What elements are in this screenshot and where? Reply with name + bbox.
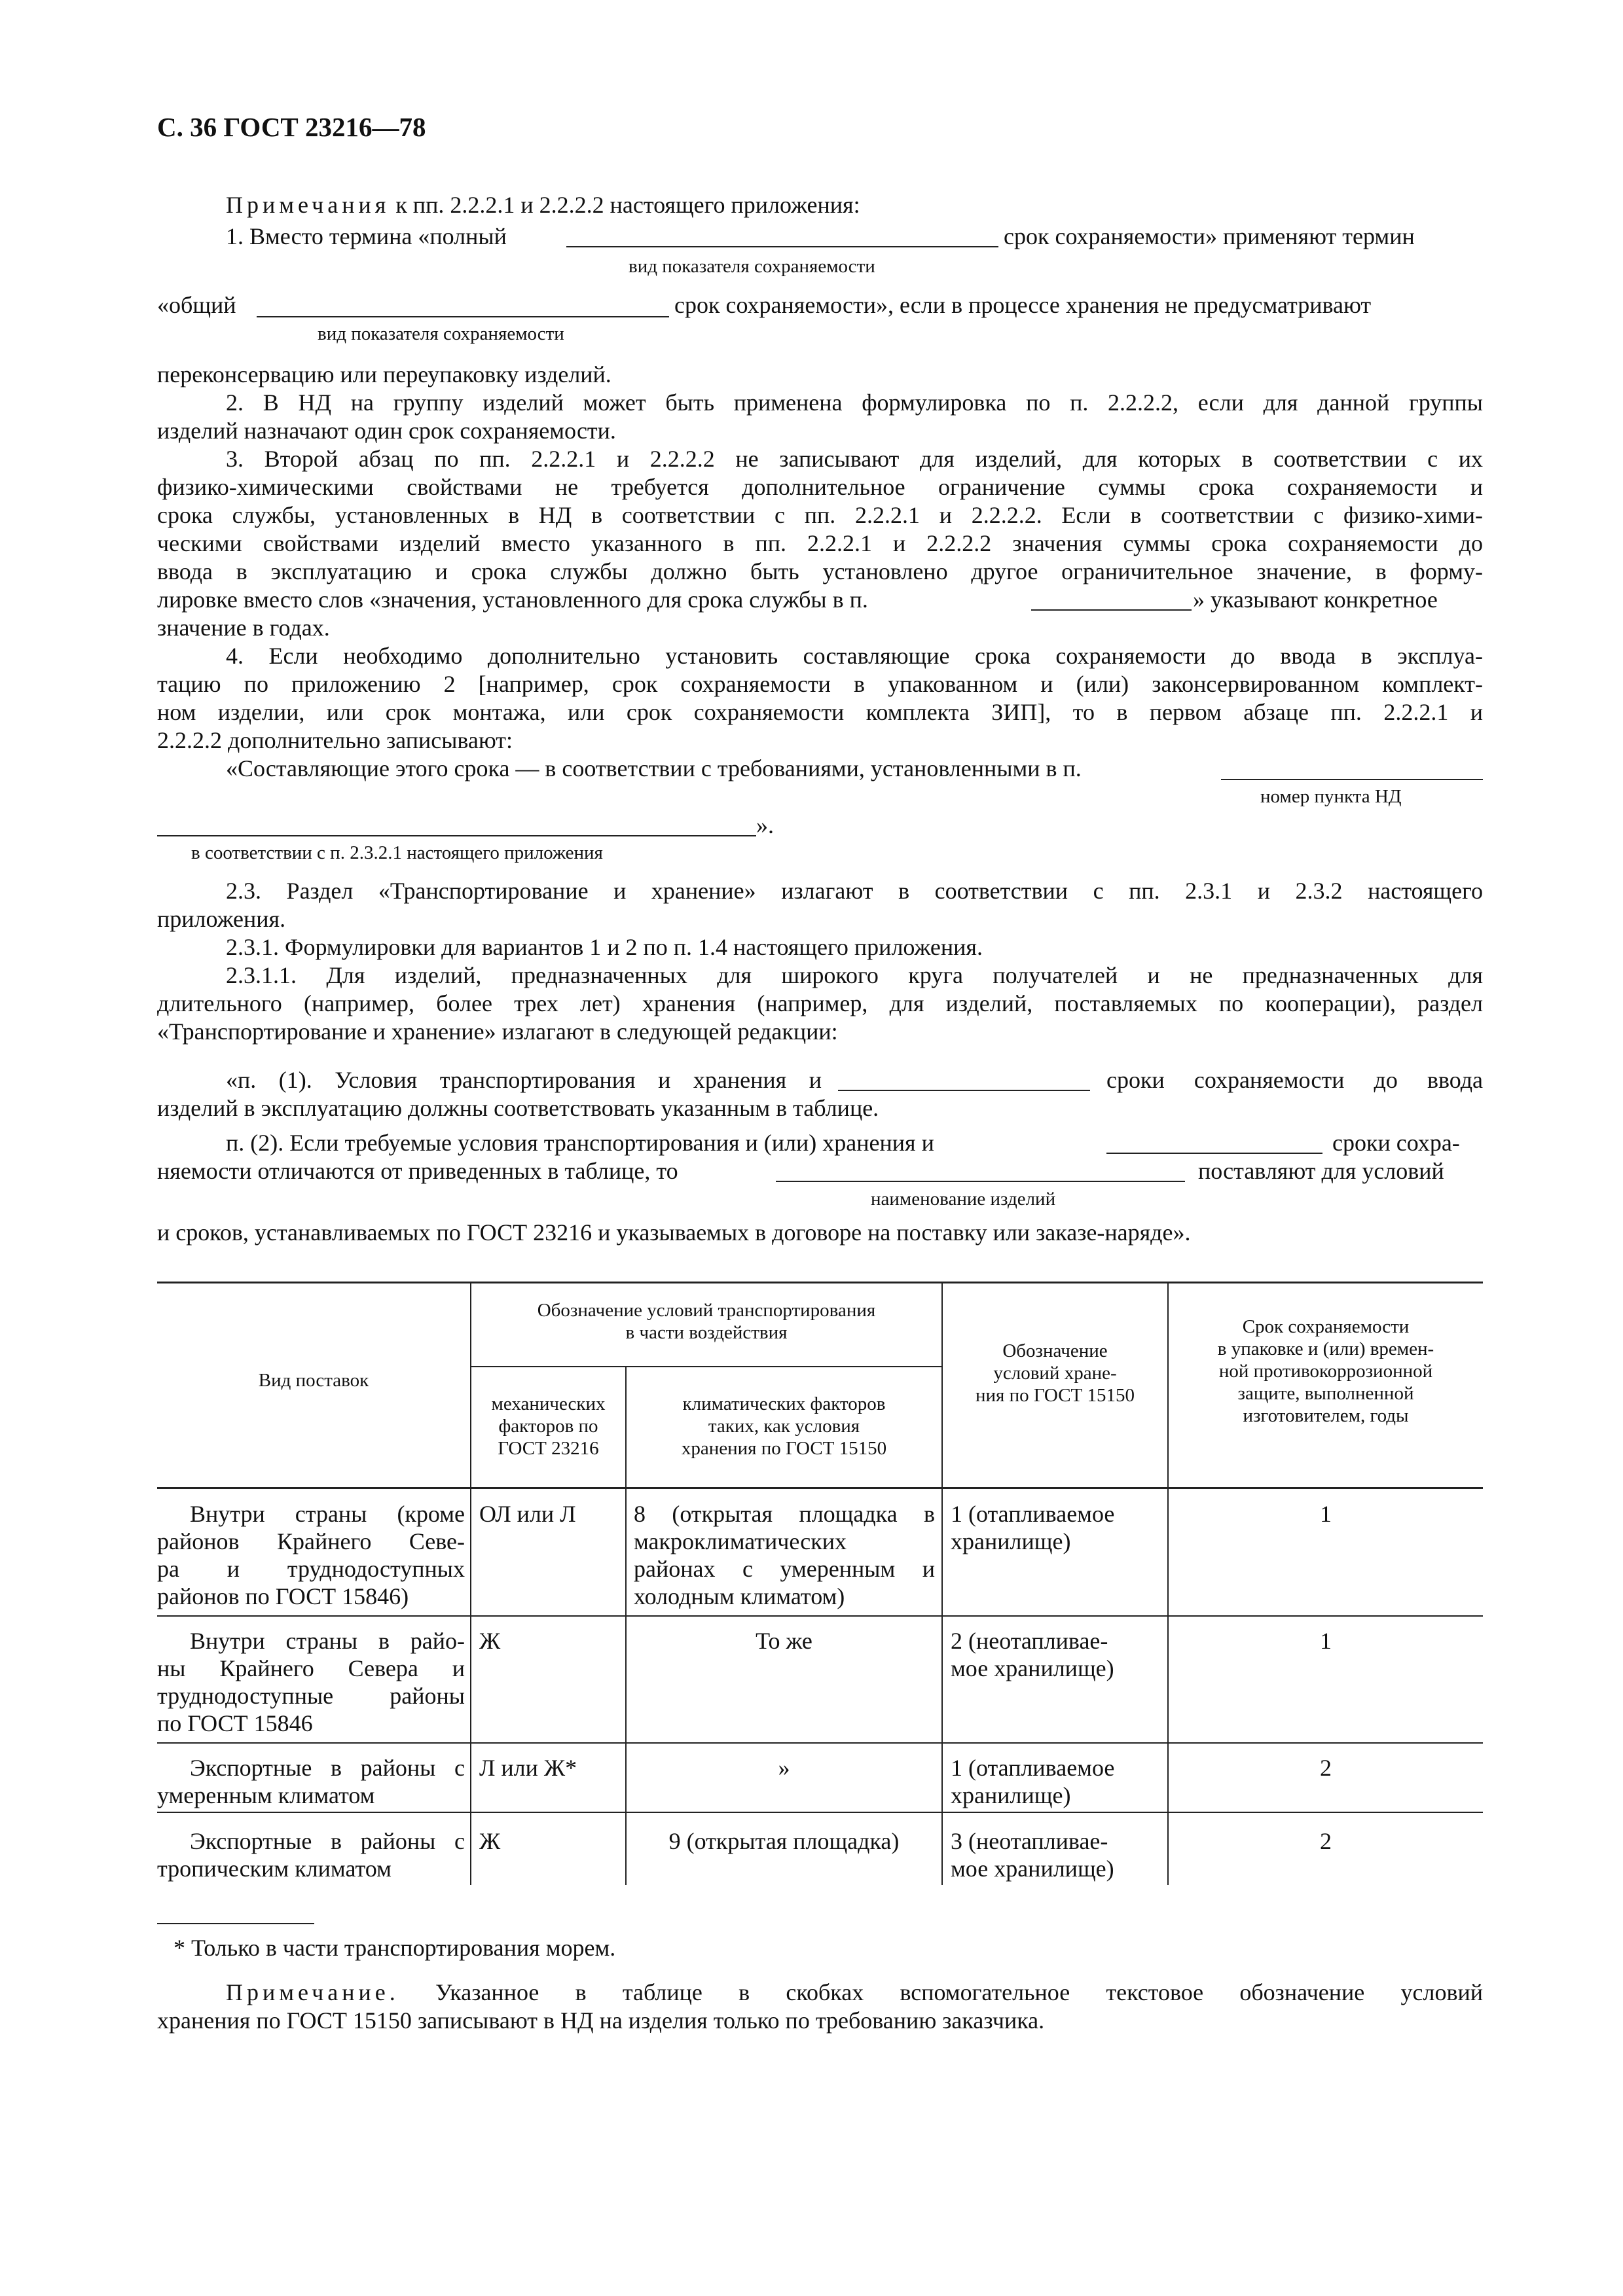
note-1b-text: «общий bbox=[157, 292, 236, 318]
blank-line bbox=[1031, 609, 1192, 611]
cell-text-line: макроклиматических bbox=[634, 1528, 847, 1554]
section-2-3-1: 2.3.1. Формулировки для вариантов 1 и 2 по п. 1.4 настоящего приложения. bbox=[226, 934, 983, 960]
note-3-line-6: лировке вместо слов «значения, установленного для срока службы в п. bbox=[157, 586, 868, 613]
table-column-divider bbox=[470, 1282, 471, 1885]
cell-supply bbox=[157, 1754, 465, 1809]
cell-text-line: 2 (неотапливае- bbox=[951, 1628, 1108, 1654]
cell-text-line: мое хранилище) bbox=[951, 1655, 1114, 1681]
cell-text-line: Экспортные в районы с bbox=[190, 1828, 465, 1854]
header-mechanical bbox=[471, 1393, 625, 1460]
footnote-separator bbox=[157, 1923, 314, 1924]
blank-line bbox=[157, 835, 756, 836]
cell-text-line: Экспортные в районы с bbox=[190, 1755, 465, 1781]
cell-shelf-life: 2 bbox=[1320, 1828, 1332, 1854]
cell-shelf-life: 1 bbox=[1320, 1628, 1332, 1654]
table-header-divider bbox=[470, 1366, 941, 1367]
note-4-line-2: тацию по приложению 2 [например, срок сохраняемости в упакованном и (или) законсервированном комплект- bbox=[157, 671, 1483, 697]
header-text-line: ния по ГОСТ 15150 bbox=[975, 1385, 1135, 1406]
paragraph-2-line-3: и сроков, устанавливаемых по ГОСТ 23216 и указываемых в договоре на поставку или заказе-наряде». bbox=[157, 1219, 1191, 1246]
notes-intro-rest: к пп. 2.2.2.1 и 2.2.2.2 настоящего приложения: bbox=[390, 192, 860, 218]
header-shelf-life bbox=[1169, 1316, 1483, 1427]
cell-mechanical: Л или Ж* bbox=[479, 1755, 577, 1781]
header-text-line: таких, как условия bbox=[708, 1416, 860, 1437]
note-3-line-1: 3. Второй абзац по пп. 2.2.2.1 и 2.2.2.2 не записывают для изделий, для которых в соответствии с их bbox=[226, 446, 1483, 472]
paragraph-1-start: «п. (1). Условия транспортирования и хранения и bbox=[226, 1067, 822, 1093]
cell-supply bbox=[157, 1500, 465, 1610]
header-text-line: ной противокоррозионной bbox=[1218, 1361, 1433, 1382]
table-top-border bbox=[157, 1282, 1483, 1283]
note-3-line-2: физико-химическими свойствами не требуется дополнительное ограничение суммы срока сохраняемости и bbox=[157, 474, 1483, 500]
cell-mechanical: Ж bbox=[479, 1628, 501, 1654]
cell-text-line: тропическим климатом bbox=[157, 1856, 392, 1882]
note-4-caption-left: в соответствии с п. 2.3.2.1 настоящего приложения bbox=[191, 842, 603, 863]
final-note-label: Примечание. bbox=[226, 1979, 399, 2005]
note-1-text: 1. Вместо термина «полный bbox=[226, 223, 507, 249]
cell-shelf-life: 1 bbox=[1320, 1501, 1332, 1527]
cell-text-line: 3 (неотапливае- bbox=[951, 1828, 1108, 1854]
cell-text-line: умеренным климатом bbox=[157, 1782, 375, 1808]
cell-storage bbox=[951, 1754, 1163, 1809]
note-4-line-1: 4. Если необходимо дополнительно установить составляющие срока сохраняемости до ввода в эксплуа- bbox=[226, 643, 1483, 669]
note-1b-caption: вид показателя сохраняемости bbox=[318, 323, 564, 344]
paragraph-1-line-2: изделий в эксплуатацию должны соответствовать указанным в таблице. bbox=[157, 1095, 879, 1121]
section-2-3-line-2: приложения. bbox=[157, 906, 286, 932]
note-3-line-6-end: » указывают конкретное bbox=[1193, 586, 1438, 613]
table-row-divider bbox=[157, 1812, 1483, 1813]
note-3-line-3: срока службы, установленных в НД в соответствии с пп. 2.2.2.1 и 2.2.2.2. Если в соответствии с физико-хими- bbox=[157, 502, 1483, 528]
paragraph-2-end: сроки сохра- bbox=[1332, 1130, 1460, 1156]
paragraph-2-line-2-end: поставляют для условий bbox=[1198, 1158, 1444, 1184]
section-2-3-1-1-line-1: 2.3.1.1. Для изделий, предназначенных для широкого круга получателей и не предназначенных для bbox=[226, 962, 1483, 988]
table-row-divider bbox=[157, 1742, 1483, 1744]
note-2-line-1: 2. В НД на группу изделий может быть применена формулировка по п. 2.2.2.2, если для данной группы bbox=[226, 389, 1483, 416]
header-supply-type: Вид поставок bbox=[258, 1370, 369, 1391]
final-note-line-2: хранения по ГОСТ 15150 записывают в НД на изделия только по требованию заказчика. bbox=[157, 2007, 1045, 2034]
blank-line bbox=[838, 1090, 1090, 1091]
section-2-3-1-1-line-3: «Транспортирование и хранение» излагают в следующей редакции: bbox=[157, 1018, 838, 1045]
footnote: * Только в части транспортирования морем. bbox=[173, 1935, 616, 1961]
cell-text-line: по ГОСТ 15846 bbox=[157, 1710, 313, 1736]
section-2-3-line-1: 2.3. Раздел «Транспортирование и хранение» излагают в соответствии с пп. 2.3.1 и 2.3.2 настоящего bbox=[226, 878, 1483, 904]
blank-line bbox=[1106, 1153, 1322, 1154]
final-note-line-1 bbox=[226, 1979, 1483, 2007]
cell-text-line: 1 (отапливаемое bbox=[951, 1501, 1115, 1527]
cell-mechanical: Ж bbox=[479, 1828, 501, 1854]
section-2-3-1-1-line-2: длительного (например, более трех лет) хранения (например, для изделий, поставляемых по кооперации), раздел bbox=[157, 990, 1483, 1016]
cell-climatic: » bbox=[778, 1755, 790, 1781]
table-row-divider bbox=[157, 1615, 1483, 1617]
blank-line bbox=[1221, 779, 1483, 780]
cell-text-line: 1 (отапливаемое bbox=[951, 1755, 1115, 1781]
header-text-line: климатических факторов bbox=[682, 1393, 886, 1414]
header-climatic bbox=[627, 1393, 941, 1460]
note-3-line-5: ввода в эксплуатацию и срока службы должно быть установлено другое ограничительное значение, в форму- bbox=[157, 558, 1483, 584]
header-text-line: ГОСТ 23216 bbox=[498, 1438, 599, 1459]
note-2-line-2: изделий назначают один срок сохраняемости. bbox=[157, 418, 616, 444]
cell-text-line: труднодоступные районы bbox=[157, 1683, 465, 1709]
header-transport-group bbox=[471, 1299, 941, 1344]
header-text-line: факторов по bbox=[498, 1416, 598, 1437]
header-text-line: механических bbox=[491, 1393, 606, 1414]
note-4-caption-right: номер пункта НД bbox=[1260, 786, 1402, 807]
cell-text-line: районах с умеренным и bbox=[634, 1556, 935, 1582]
note-1c-text: переконсервацию или переупаковку изделий. bbox=[157, 361, 611, 387]
cell-text-line: 8 (открытая площадка в bbox=[634, 1501, 935, 1527]
header-text-line: Обозначение bbox=[1002, 1340, 1108, 1361]
note-1b-text-end: срок сохраняемости», если в процессе хранения не предусматривают bbox=[674, 292, 1372, 318]
table-header-bottom-border bbox=[157, 1487, 1483, 1489]
note-3-line-7: значение в годах. bbox=[157, 615, 330, 641]
header-text-line: условий хране- bbox=[993, 1363, 1117, 1384]
note-4-line-6-end: ». bbox=[756, 812, 774, 838]
header-storage bbox=[943, 1340, 1167, 1407]
note-4-line-3: ном изделии, или срок монтажа, или срок сохраняемости комплекта ЗИП], то в первом абзаце пп. 2.2.2.1 и bbox=[157, 699, 1483, 725]
cell-mechanical: ОЛ или Л bbox=[479, 1501, 576, 1527]
header-text-line: в упаковке и (или) времен- bbox=[1217, 1338, 1434, 1359]
cell-text-line: хранилище) bbox=[951, 1528, 1071, 1554]
cell-storage bbox=[951, 1627, 1163, 1682]
note-4-line-5: «Составляющие этого срока — в соответствии с требованиями, установленными в п. bbox=[226, 755, 1082, 781]
paragraph-2-line-2: няемости отличаются от приведенных в таблице, то bbox=[157, 1158, 678, 1184]
paragraph-2-caption: наименование изделий bbox=[871, 1189, 1056, 1210]
cell-climatic: То же bbox=[756, 1628, 812, 1654]
page-header: С. 36 ГОСТ 23216—78 bbox=[157, 112, 426, 142]
header-text-line: Срок сохраняемости bbox=[1242, 1316, 1410, 1337]
cell-text-line: районов по ГОСТ 15846) bbox=[157, 1583, 409, 1609]
header-text-line: защите, выполненной bbox=[1237, 1383, 1414, 1404]
cell-supply bbox=[157, 1627, 465, 1737]
cell-text-line: Внутри страны в райо- bbox=[190, 1628, 465, 1654]
cell-climatic: 9 (открытая площадка) bbox=[668, 1828, 900, 1854]
notes-label: Примечания bbox=[226, 192, 390, 218]
cell-text-line: хранилище) bbox=[951, 1782, 1071, 1808]
cell-text-line: ра и труднодоступных bbox=[157, 1556, 465, 1582]
blank-line bbox=[776, 1181, 1185, 1182]
cell-text-line: мое хранилище) bbox=[951, 1856, 1114, 1882]
blank-line bbox=[257, 316, 669, 317]
note-4-line-4: 2.2.2.2 дополнительно записывают: bbox=[157, 727, 513, 753]
cell-text-line: Внутри страны (кроме bbox=[190, 1501, 465, 1527]
cell-storage bbox=[951, 1827, 1163, 1882]
cell-climatic bbox=[634, 1500, 935, 1610]
notes-intro bbox=[226, 191, 860, 219]
header-text-line: в части воздействия bbox=[625, 1322, 788, 1343]
paragraph-2-start: п. (2). Если требуемые условия транспортирования и (или) хранения и bbox=[226, 1130, 934, 1156]
final-note-line-1-text: Указанное в таблице в скобках вспомогательное текстовое обозначение условий bbox=[399, 1979, 1483, 2005]
header-text-line: изготовителем, годы bbox=[1243, 1405, 1409, 1426]
cell-text-line: ны Крайнего Севера и bbox=[157, 1655, 465, 1681]
cell-text-line: холодным климатом) bbox=[634, 1583, 845, 1609]
header-text-line: хранения по ГОСТ 15150 bbox=[681, 1438, 887, 1459]
note-1-caption: вид показателя сохраняемости bbox=[629, 256, 875, 277]
blank-line bbox=[566, 246, 998, 247]
cell-text-line: районов Крайнего Севе- bbox=[157, 1528, 465, 1554]
paragraph-1-end: сроки сохраняемости до ввода bbox=[1106, 1067, 1483, 1093]
header-text-line: Обозначение условий транспортирования bbox=[537, 1300, 876, 1321]
note-1-text-end: срок сохраняемости» применяют термин bbox=[1004, 223, 1415, 249]
note-3-line-4: ческими свойствами изделий вместо указанного в пп. 2.2.2.1 и 2.2.2.2 значения суммы срока сохраняемости до bbox=[157, 530, 1483, 556]
cell-supply bbox=[157, 1827, 465, 1882]
cell-storage bbox=[951, 1500, 1163, 1555]
cell-shelf-life: 2 bbox=[1320, 1755, 1332, 1781]
